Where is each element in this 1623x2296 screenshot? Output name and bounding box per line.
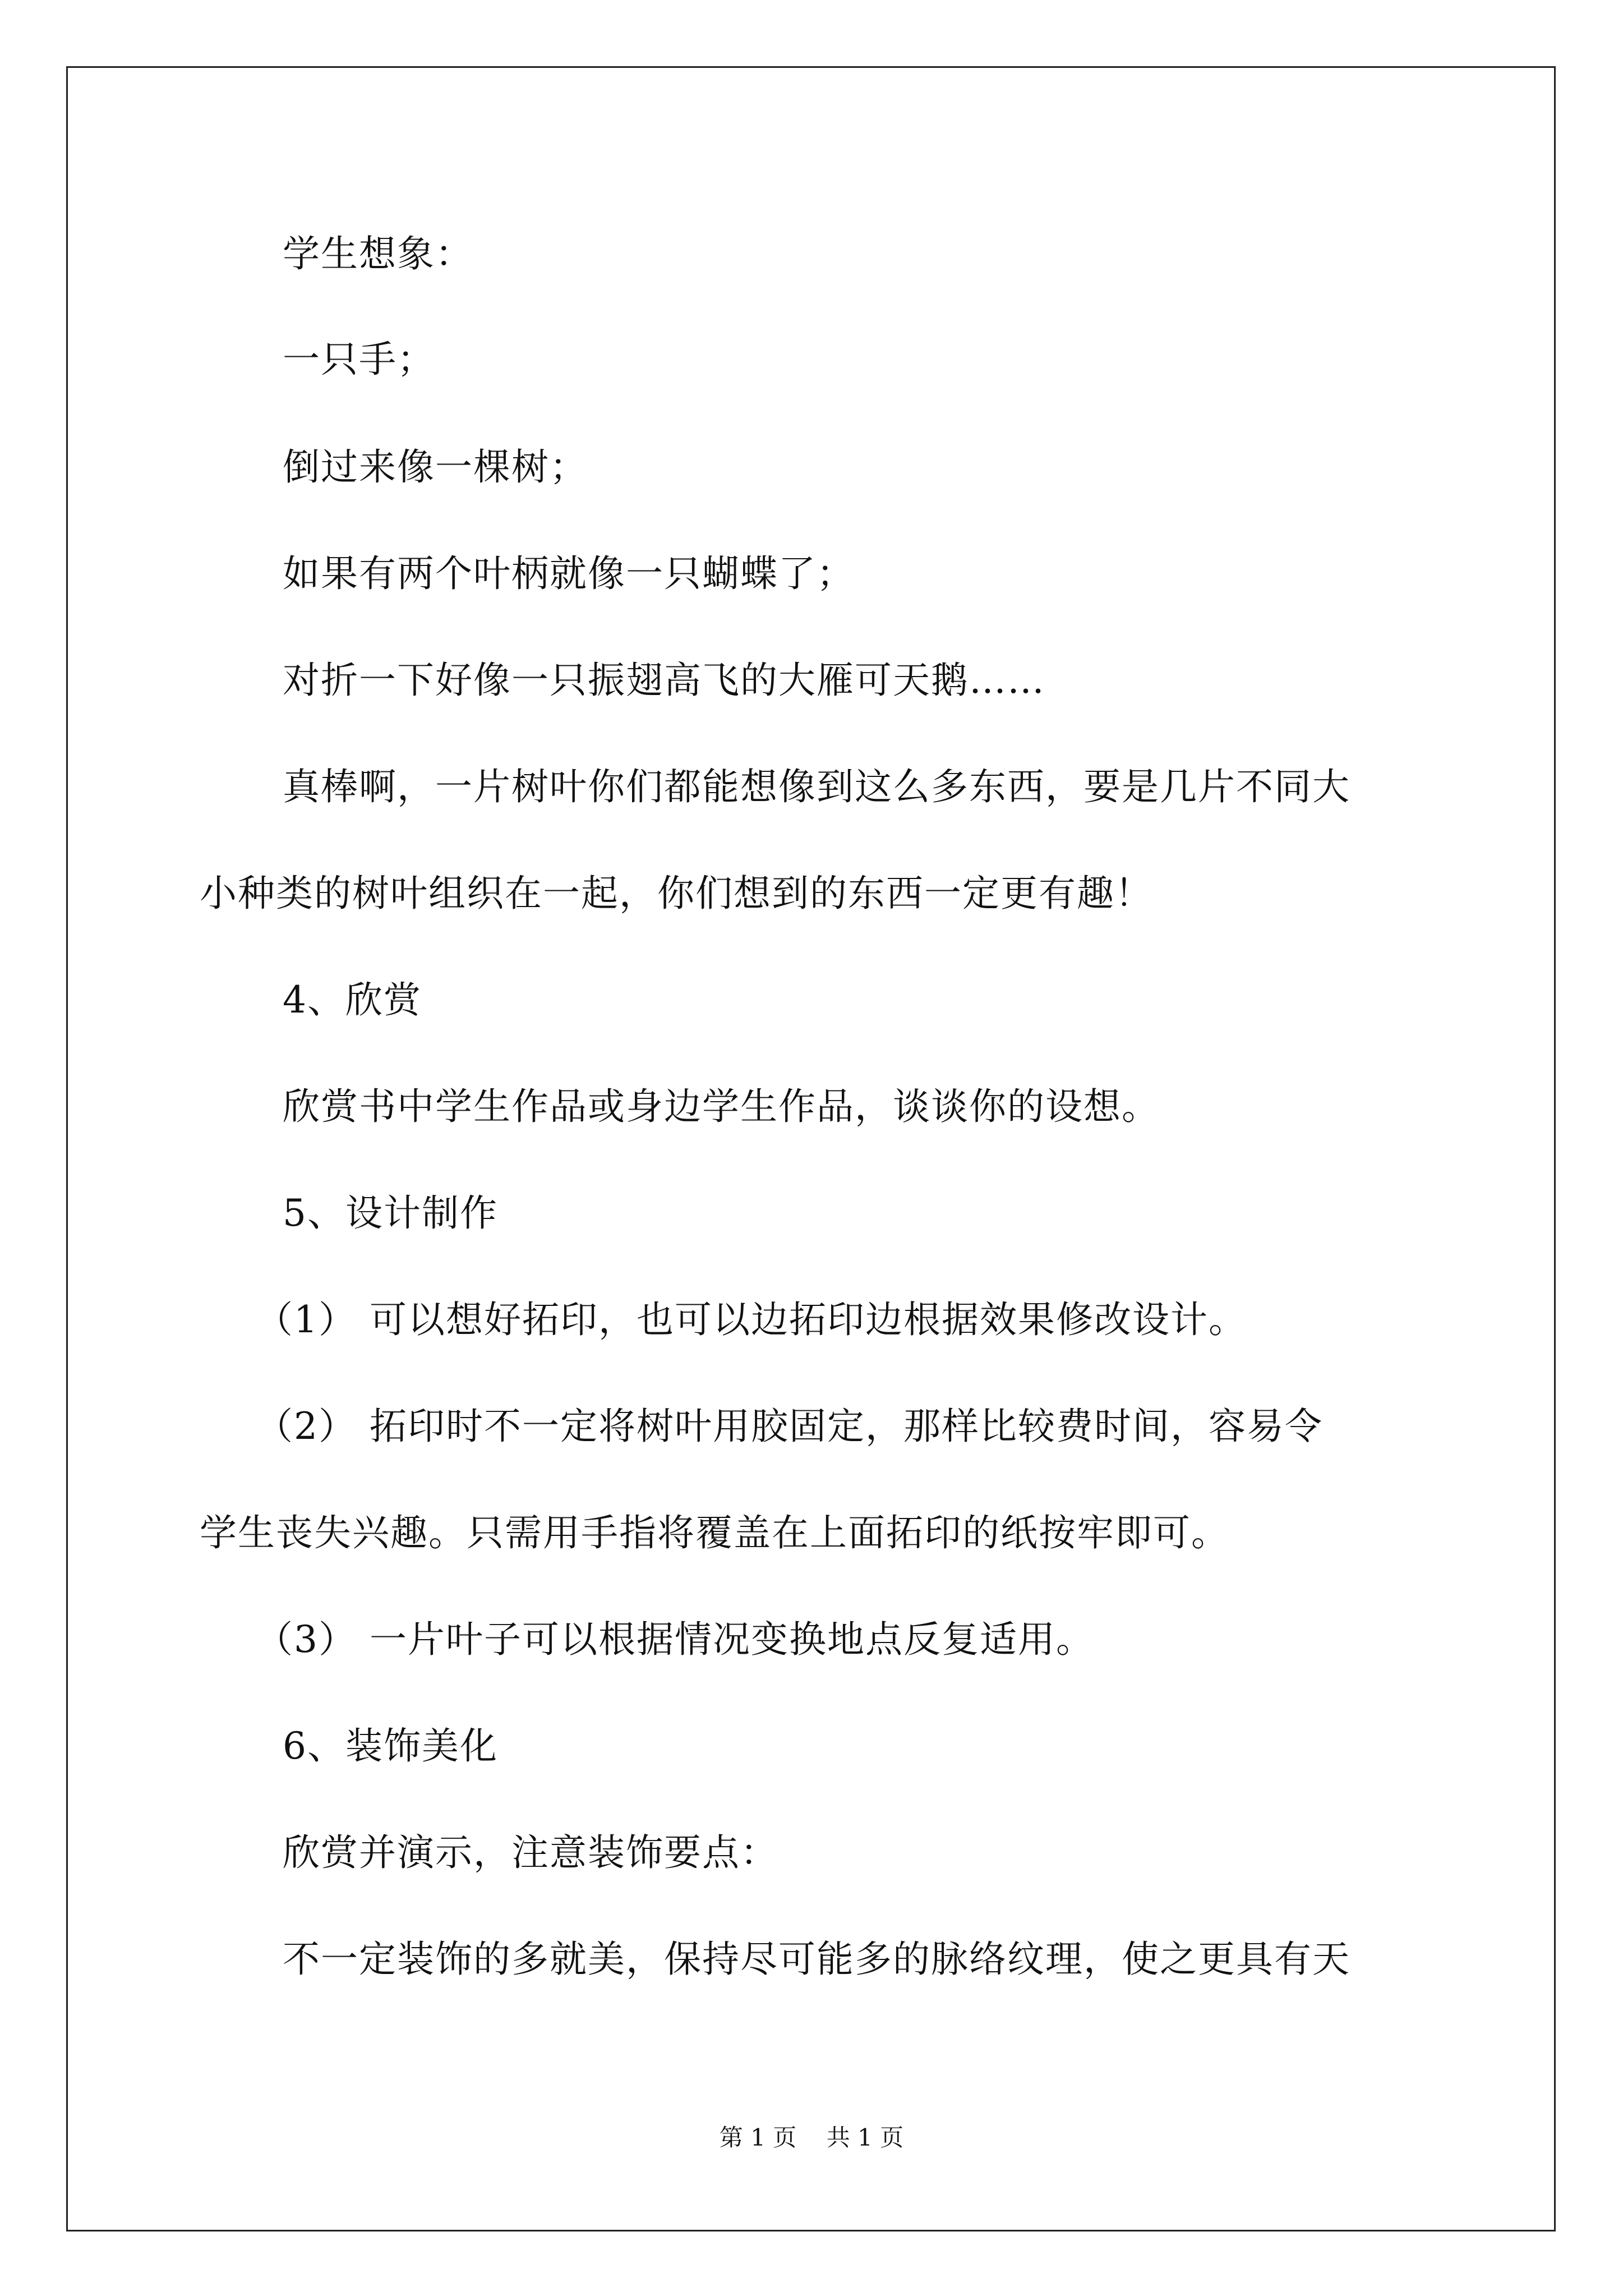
paragraph-line: 不一定装饰的多就美，保持尽可能多的脉络纹理，使之更具有天 (283, 1938, 1350, 1981)
section-heading: 5、设计制作 (283, 1191, 498, 1235)
paragraph-line: 欣赏并演示，注意装饰要点： (283, 1831, 778, 1874)
paragraph-line: 小种类的树叶组织在一起，你们想到的东西一定更有趣！ (200, 872, 1153, 915)
paragraph-line: 对折一下好像一只振翅高飞的大雁可天鹅…… (283, 659, 1045, 702)
section-heading: 4、欣赏 (283, 978, 422, 1022)
list-item: （2） 拓印时不一定将树叶用胶固定，那样比较费时间，容易令 (256, 1405, 1323, 1448)
section-heading: 6、装饰美化 (283, 1724, 498, 1768)
paragraph-line: 学生丧失兴趣。只需用手指将覆盖在上面拓印的纸按牢即可。 (200, 1511, 1229, 1554)
page-footer: 第 1 页 共 1 页 (719, 2124, 904, 2151)
list-item: （3） 一片叶子可以根据情况变换地点反复适用。 (256, 1618, 1094, 1661)
paragraph-line: 如果有两个叶柄就像一只蝴蝶了； (283, 552, 855, 595)
paragraph-line: 欣赏书中学生作品或身边学生作品，谈谈你的设想。 (283, 1085, 1160, 1128)
paragraph-line: 学生想象： (283, 232, 473, 275)
paragraph-line: 一只手； (283, 338, 435, 381)
page-border (66, 66, 1556, 2231)
paragraph-line: 真棒啊，一片树叶你们都能想像到这么多东西，要是几片不同大 (283, 765, 1350, 808)
list-item: （1） 可以想好拓印，也可以边拓印边根据效果修改设计。 (256, 1298, 1247, 1341)
paragraph-line: 倒过来像一棵树； (283, 445, 588, 489)
